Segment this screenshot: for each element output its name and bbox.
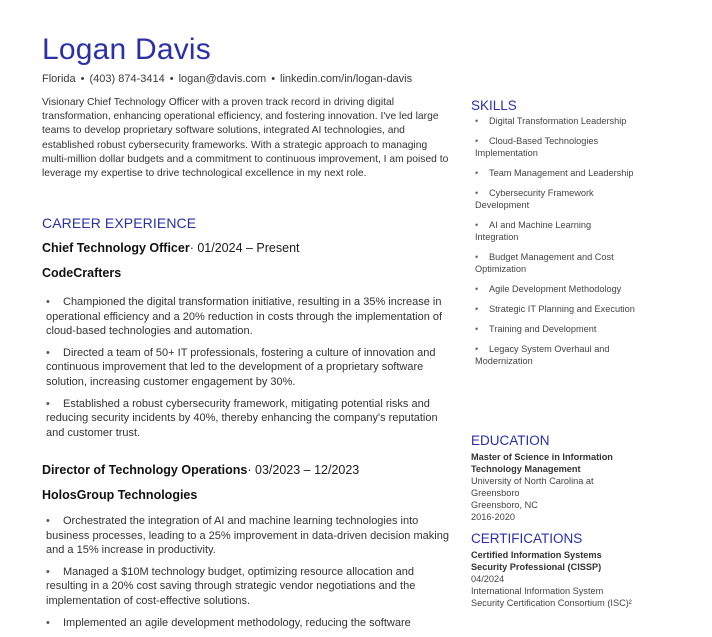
job-title-line (42, 241, 300, 255)
bullet-icon: • (46, 346, 50, 359)
certification-name: Certified Information Systems Security Professional (CISSP) (471, 550, 602, 572)
phone: (403) 874-3414 (89, 73, 165, 85)
job-title: Chief Technology Officer (42, 241, 190, 255)
bullet-icon: • (475, 168, 479, 178)
bullet-icon: • (46, 565, 50, 578)
job-dates: · 03/2023 – 12/2023 (247, 463, 360, 477)
separator: • (80, 73, 85, 85)
linkedin-link[interactable]: linkedin.com/in/logan-davis (280, 73, 413, 85)
company-name: CodeCrafters (42, 266, 122, 280)
job-bullets (46, 514, 456, 637)
bullet-icon: • (46, 296, 50, 308)
bullet-icon: • (475, 188, 479, 198)
skills-list (475, 115, 635, 375)
candidate-name: Logan Davis (42, 33, 211, 66)
bullet-icon: • (475, 220, 479, 230)
list-item: • Championed the digital transformation initiative, resulting in a 35% increase in operational efficiency and a 20% reduction in costs through the implementation of cloud-based technologies and automation. (46, 296, 443, 338)
list-item: • Agile Development Methodology (475, 284, 622, 294)
experience-heading: CAREER EXPERIENCE (42, 215, 197, 231)
job-dates: · 01/2024 – Present (189, 241, 300, 255)
education-entry (471, 451, 636, 523)
bullet-icon: • (475, 252, 479, 262)
bullet-icon: • (46, 515, 50, 527)
degree: Master of Science in Information Technology Management (471, 452, 613, 474)
list-item: • Implemented an agile development methodology, reducing the software (46, 616, 411, 629)
location: Florida (42, 73, 76, 85)
list-item: • Established a robust cybersecurity framework, mitigating potential risks and reducing security incidents by 40%, thereby enhancing the company's reputation and customer trust. (46, 397, 438, 439)
list-item: • Digital Transformation Leadership (475, 116, 627, 126)
list-item: • Managed a $10M technology budget, optimizing resource allocation and resulting in a 20% cost saving through strategic vendor negotiations and the implementation of cost-effective solutions. (46, 565, 416, 607)
separator: • (169, 73, 174, 85)
certification-date: 04/2024 (471, 574, 505, 584)
education-heading: EDUCATION (471, 433, 550, 448)
list-item: • Training and Development (475, 324, 597, 334)
list-item: • Cybersecurity Framework Development (475, 188, 594, 210)
bullet-icon: • (46, 616, 50, 629)
bullet-icon: • (475, 304, 479, 314)
certification-issuer: International Information System Security Certification Consortium (ISC)² (471, 586, 632, 608)
bullet-icon: • (475, 136, 479, 146)
email-link[interactable]: logan@davis.com (178, 73, 267, 85)
company-name: HolosGroup Technologies (42, 488, 198, 502)
contact-line (42, 73, 412, 85)
list-item: • Legacy System Overhaul and Modernization (475, 344, 610, 366)
list-item: • Orchestrated the integration of AI and machine learning technologies into business processes, leading to a 25% improvement in data-driven decision making and a 15% increase in productivity. (46, 515, 449, 557)
skills-heading: SKILLS (471, 98, 517, 113)
bullet-icon: • (475, 324, 479, 334)
job-bullets (46, 295, 456, 447)
list-item: • Budget Management and Cost Optimization (475, 252, 614, 274)
separator: • (271, 73, 276, 85)
bullet-icon: • (475, 116, 479, 126)
list-item: • AI and Machine Learning Integration (475, 220, 592, 242)
list-item: • Cloud-Based Technologies Implementation (475, 136, 599, 158)
certification-entry (471, 549, 636, 609)
bullet-icon: • (475, 284, 479, 294)
certifications-heading: CERTIFICATIONS (471, 531, 583, 546)
list-item: • Directed a team of 50+ IT professionals, fostering a culture of innovation and continuous improvement that led to the development of a proprietary software solution, increasing customer engagement by 30%. (46, 346, 436, 388)
education-dates: 2016-2020 (471, 512, 515, 522)
bullet-icon: • (475, 344, 479, 354)
job-title: Director of Technology Operations (42, 463, 248, 477)
bullet-icon: • (46, 397, 50, 410)
job-title-line (42, 463, 359, 477)
professional-summary: Visionary Chief Technology Officer with a proven track record in driving digital transformation, enhancing operational efficiency, and fostering innovation. I've led large teams to develop proprietary software solutions, integrated AI technologies, and established robust cybersecurity frameworks. With a strategic approach to managing multi-million dollar budgets and a commitment to continuous improvement, I am poised to leverage my expertise to drive technological excellence in my next role. (42, 97, 449, 180)
school-location: Greensboro, NC (471, 500, 538, 510)
school: University of North Carolina at Greensboro (471, 476, 594, 498)
list-item: • Team Management and Leadership (475, 168, 634, 178)
list-item: • Strategic IT Planning and Execution (475, 304, 635, 314)
